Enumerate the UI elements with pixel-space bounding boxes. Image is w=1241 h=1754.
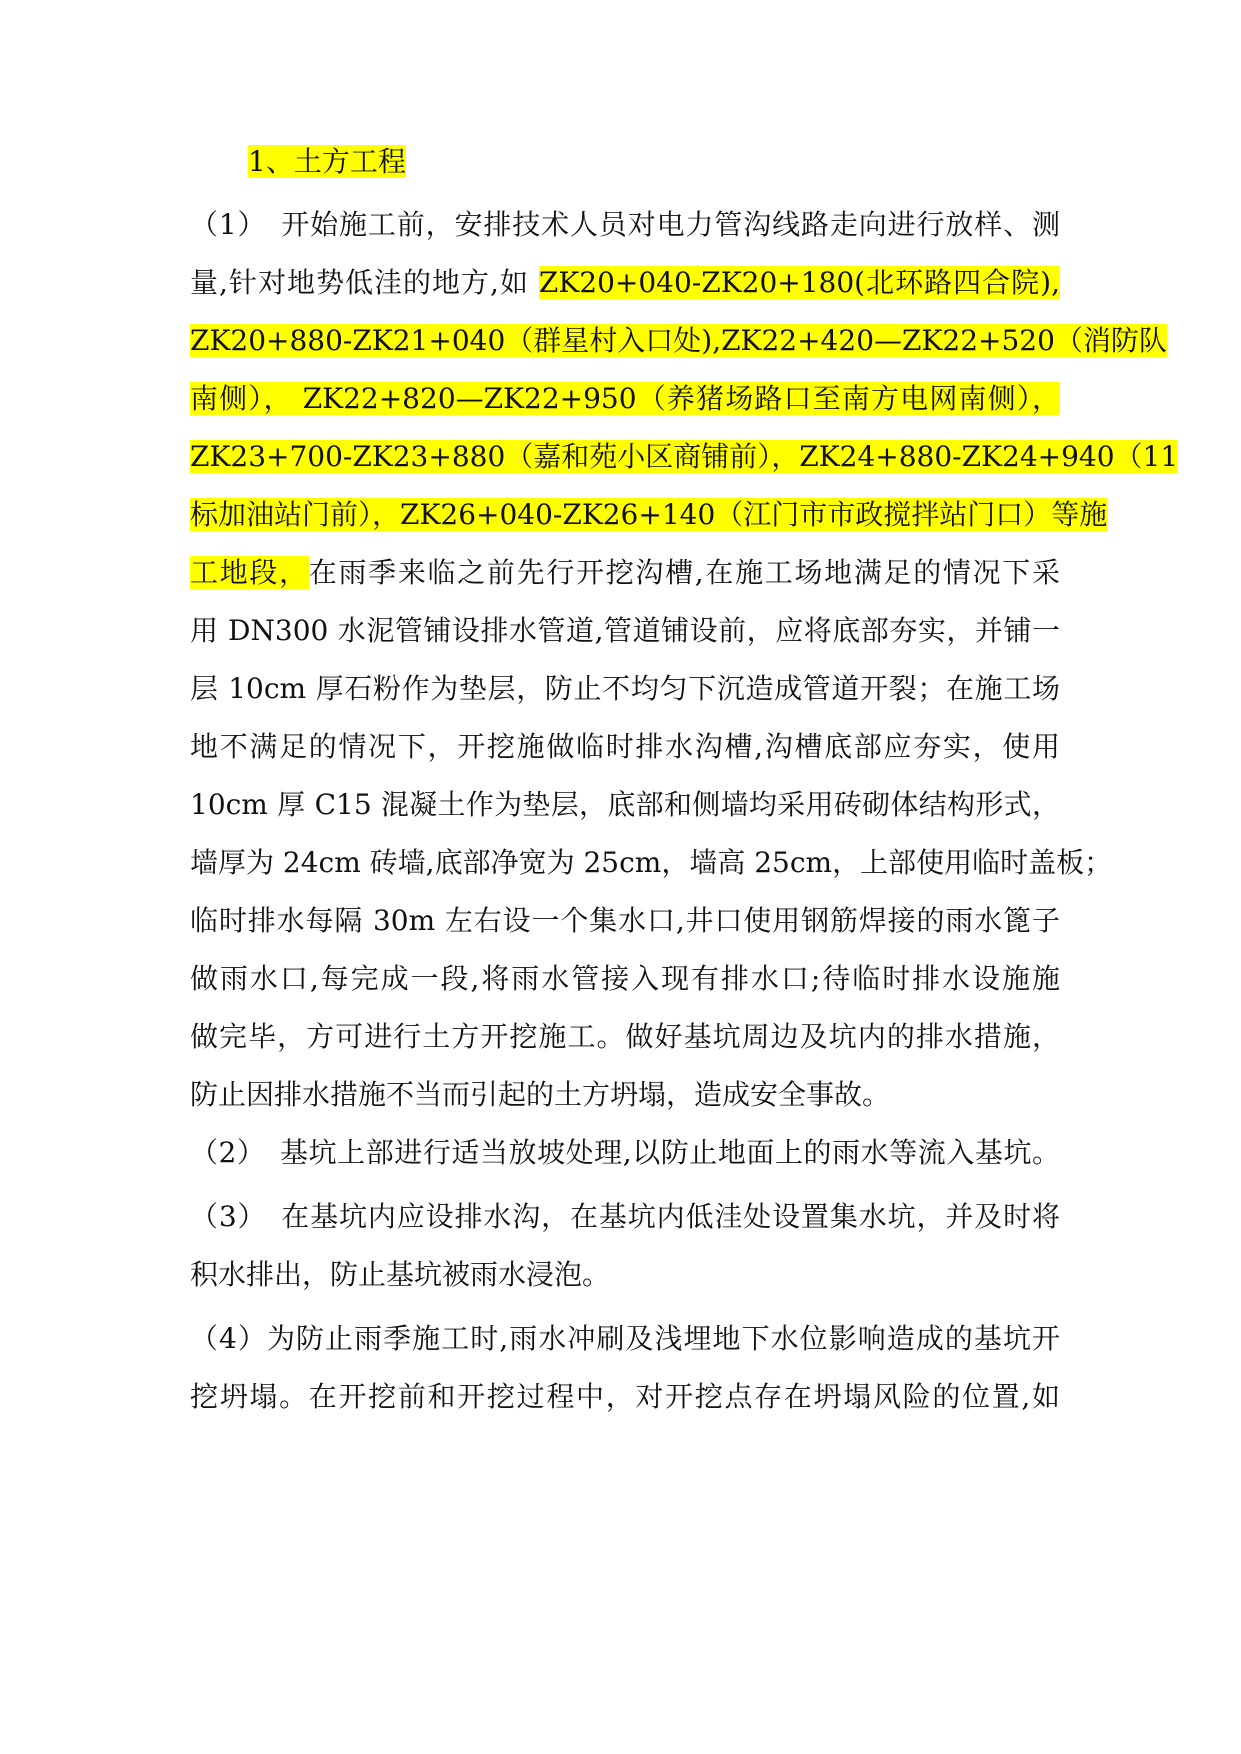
para3-line-1: （3） 在基坑内应设排水沟，在基坑内低洼处设置集水坑，并及时将 [190, 1200, 1060, 1233]
para1-line-3 [190, 319, 1167, 363]
para1-line-13: 临时排水每隔 30m 左右设一个集水口,井口使用钢筋焊接的雨水篦子 [190, 904, 1060, 937]
highlight-location-2: ZK20+880-ZK21+040（群星村入口处),ZK22+420—ZK22+520（消防队 [190, 324, 1167, 357]
para1-line-9: 层 10cm 厚石粉作为垫层，防止不均匀下沉造成管道开裂；在施工场 [190, 672, 1060, 705]
para1-line-16: 防止因排水措施不当而引起的土方坍塌，造成安全事故。 [190, 1078, 891, 1111]
para1-line-15: 做完毕，方可进行土方开挖施工。做好基坑周边及坑内的排水措施， [190, 1020, 1060, 1053]
para4-line-1: （4）为防止雨季施工时,雨水冲刷及浅埋地下水位影响造成的基坑开 [190, 1322, 1060, 1355]
para4-line-2: 挖坍塌。在开挖前和开挖过程中，对开挖点存在坍塌风险的位置,如 [190, 1380, 1060, 1413]
para2-line-1: （2） 基坑上部进行适当放坡处理,以防止地面上的雨水等流入基坑。 [190, 1136, 1060, 1169]
para1-line-8: 用 DN300 水泥管铺设排水管道,管道铺设前，应将底部夯实，并铺一 [190, 614, 1060, 647]
para1-line-2-text: 量,针对地势低洼的地方,如 [190, 266, 539, 299]
para1-line-7-text: 在雨季来临之前先行开挖沟槽,在施工场地满足的情况下采 [308, 556, 1060, 589]
highlight-location-1: ZK20+040-ZK20+180(北环路四合院), [538, 266, 1061, 299]
section-heading: 1、土方工程 [248, 145, 406, 178]
para1-line-2 [190, 261, 1060, 305]
para1-line-5 [190, 435, 1179, 479]
para3-line-2: 积水排出，防止基坑被雨水浸泡。 [190, 1258, 611, 1291]
para1-line-4 [190, 377, 1060, 421]
para1-line-10: 地不满足的情况下，开挖施做临时排水沟槽,沟槽底部应夯实，使用 [190, 730, 1060, 763]
para1-line-6 [190, 493, 1108, 537]
para1-line-12: 墙厚为 24cm 砖墙,底部净宽为 25cm，墙高 25cm，上部使用临时盖板； [190, 846, 1113, 879]
para1-line-7 [190, 551, 1060, 595]
highlight-location-4: ZK23+700-ZK23+880（嘉和苑小区商铺前），ZK24+880-ZK24+940（11 [190, 440, 1179, 473]
highlight-location-6: 工地段， [190, 556, 309, 589]
highlight-location-3: 南侧）， ZK22+820—ZK22+950（养猪场路口至南方电网南侧）， [190, 382, 1060, 415]
highlight-location-5: 标加油站门前），ZK26+040-ZK26+140（江门市市政搅拌站门口）等施 [190, 498, 1108, 531]
para1-line-1: （1） 开始施工前，安排技术人员对电力管沟线路走向进行放样、测 [190, 208, 1060, 241]
para1-line-11: 10cm 厚 C15 混凝土作为垫层，底部和侧墙均采用砖砌体结构形式， [190, 788, 1060, 821]
para1-line-14: 做雨水口,每完成一段,将雨水管接入现有排水口;待临时排水设施施 [190, 962, 1060, 995]
